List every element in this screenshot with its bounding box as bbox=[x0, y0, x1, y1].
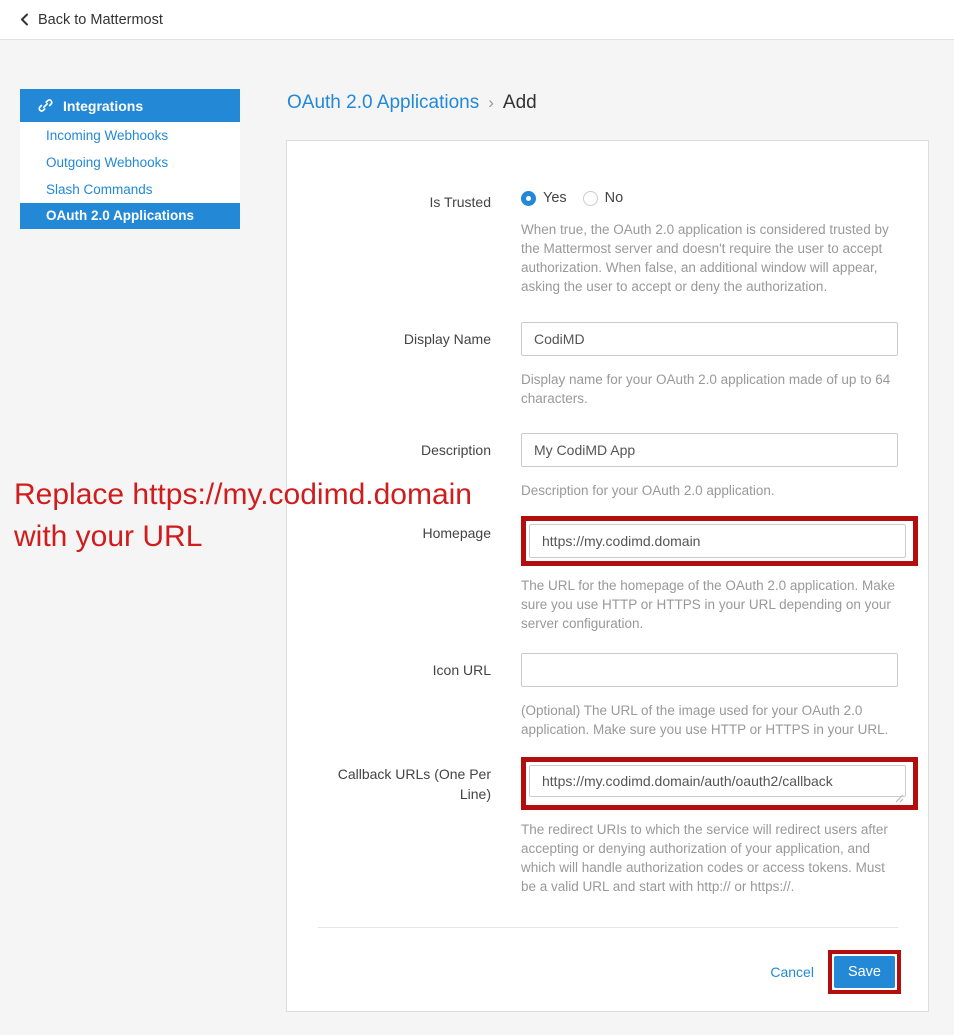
back-to-mattermost-link[interactable] bbox=[20, 12, 163, 28]
homepage-label: Homepage bbox=[422, 525, 491, 541]
homepage-highlight-box bbox=[521, 516, 918, 566]
icon-url-label: Icon URL bbox=[432, 662, 491, 678]
chevron-left-icon bbox=[20, 13, 29, 26]
admin-sidebar bbox=[20, 89, 240, 229]
form-footer bbox=[287, 950, 928, 994]
display-name-row bbox=[287, 322, 928, 408]
description-input[interactable] bbox=[521, 433, 898, 467]
sidebar-item-outgoing-webhooks[interactable]: Outgoing Webhooks bbox=[46, 155, 169, 170]
is-trusted-radio-group bbox=[521, 185, 906, 206]
callback-urls-textarea[interactable] bbox=[529, 765, 906, 797]
breadcrumb-current: Add bbox=[502, 92, 537, 113]
annotation-line-1: Replace https://my.codimd.domain bbox=[14, 478, 472, 511]
display-name-input[interactable] bbox=[521, 322, 898, 356]
description-label: Description bbox=[420, 442, 491, 458]
callback-urls-help: The redirect URIs to which the service will redirect users after accepting or denying authorization of your application, and which will handle authorization codes or access tokens. Must be a valid URL and start with http:// or https://. bbox=[521, 822, 888, 894]
sidebar-section-label: Integrations bbox=[63, 97, 144, 114]
top-bar bbox=[0, 0, 954, 40]
oauth-add-form-panel bbox=[286, 140, 929, 1012]
cancel-button[interactable]: Cancel bbox=[770, 964, 814, 980]
breadcrumb bbox=[287, 92, 537, 114]
display-name-label: Display Name bbox=[403, 331, 491, 347]
is-trusted-no-radio[interactable] bbox=[583, 190, 624, 206]
icon-url-input[interactable] bbox=[521, 653, 898, 687]
back-label: Back to Mattermost bbox=[38, 11, 163, 28]
homepage-help: The URL for the homepage of the OAuth 2.0 application. Make sure you use HTTP or HTTPS in your URL depending on your server configuration. bbox=[521, 578, 895, 631]
callback-urls-row bbox=[287, 757, 928, 896]
radio-yes-label: Yes bbox=[543, 190, 567, 206]
icon-url-help: (Optional) The URL of the image used for your OAuth 2.0 application. Make sure you use HTTP or HTTPS in your URL. bbox=[521, 703, 889, 737]
is-trusted-yes-radio[interactable] bbox=[521, 190, 567, 206]
is-trusted-row bbox=[287, 185, 928, 296]
link-icon bbox=[38, 98, 53, 113]
sidebar-section-integrations[interactable] bbox=[20, 89, 240, 122]
description-help: Description for your OAuth 2.0 application. bbox=[521, 483, 775, 498]
annotation-note bbox=[14, 474, 472, 558]
radio-unselected-icon[interactable] bbox=[583, 191, 598, 206]
callback-urls-label: Callback URLs (One Per Line) bbox=[337, 766, 491, 802]
save-highlight-box bbox=[828, 950, 901, 994]
icon-url-row bbox=[287, 653, 928, 739]
breadcrumb-separator-icon: › bbox=[488, 93, 494, 112]
annotation-line-2: with your URL bbox=[14, 520, 203, 553]
sidebar-item-slash-commands[interactable]: Slash Commands bbox=[46, 182, 153, 197]
form-footer-divider bbox=[318, 927, 898, 928]
homepage-input[interactable] bbox=[529, 524, 906, 558]
radio-no-label: No bbox=[604, 190, 624, 206]
sidebar-item-oauth-applications[interactable]: OAuth 2.0 Applications bbox=[20, 203, 240, 229]
save-button[interactable]: Save bbox=[834, 956, 895, 988]
sidebar-item-incoming-webhooks[interactable]: Incoming Webhooks bbox=[46, 128, 169, 143]
radio-selected-icon[interactable] bbox=[521, 191, 536, 206]
sidebar-list bbox=[20, 122, 240, 229]
is-trusted-help: When true, the OAuth 2.0 application is considered trusted by the Mattermost server and doesn't require the user to accept authorization. When false, an additional window will appear, asking the user to accept or deny the authorization. bbox=[521, 222, 889, 294]
breadcrumb-oauth-applications-link[interactable]: OAuth 2.0 Applications bbox=[287, 92, 480, 113]
display-name-help: Display name for your OAuth 2.0 application made of up to 64 characters. bbox=[521, 372, 891, 406]
is-trusted-label: Is Trusted bbox=[429, 194, 491, 210]
callback-urls-highlight-box bbox=[521, 757, 918, 810]
